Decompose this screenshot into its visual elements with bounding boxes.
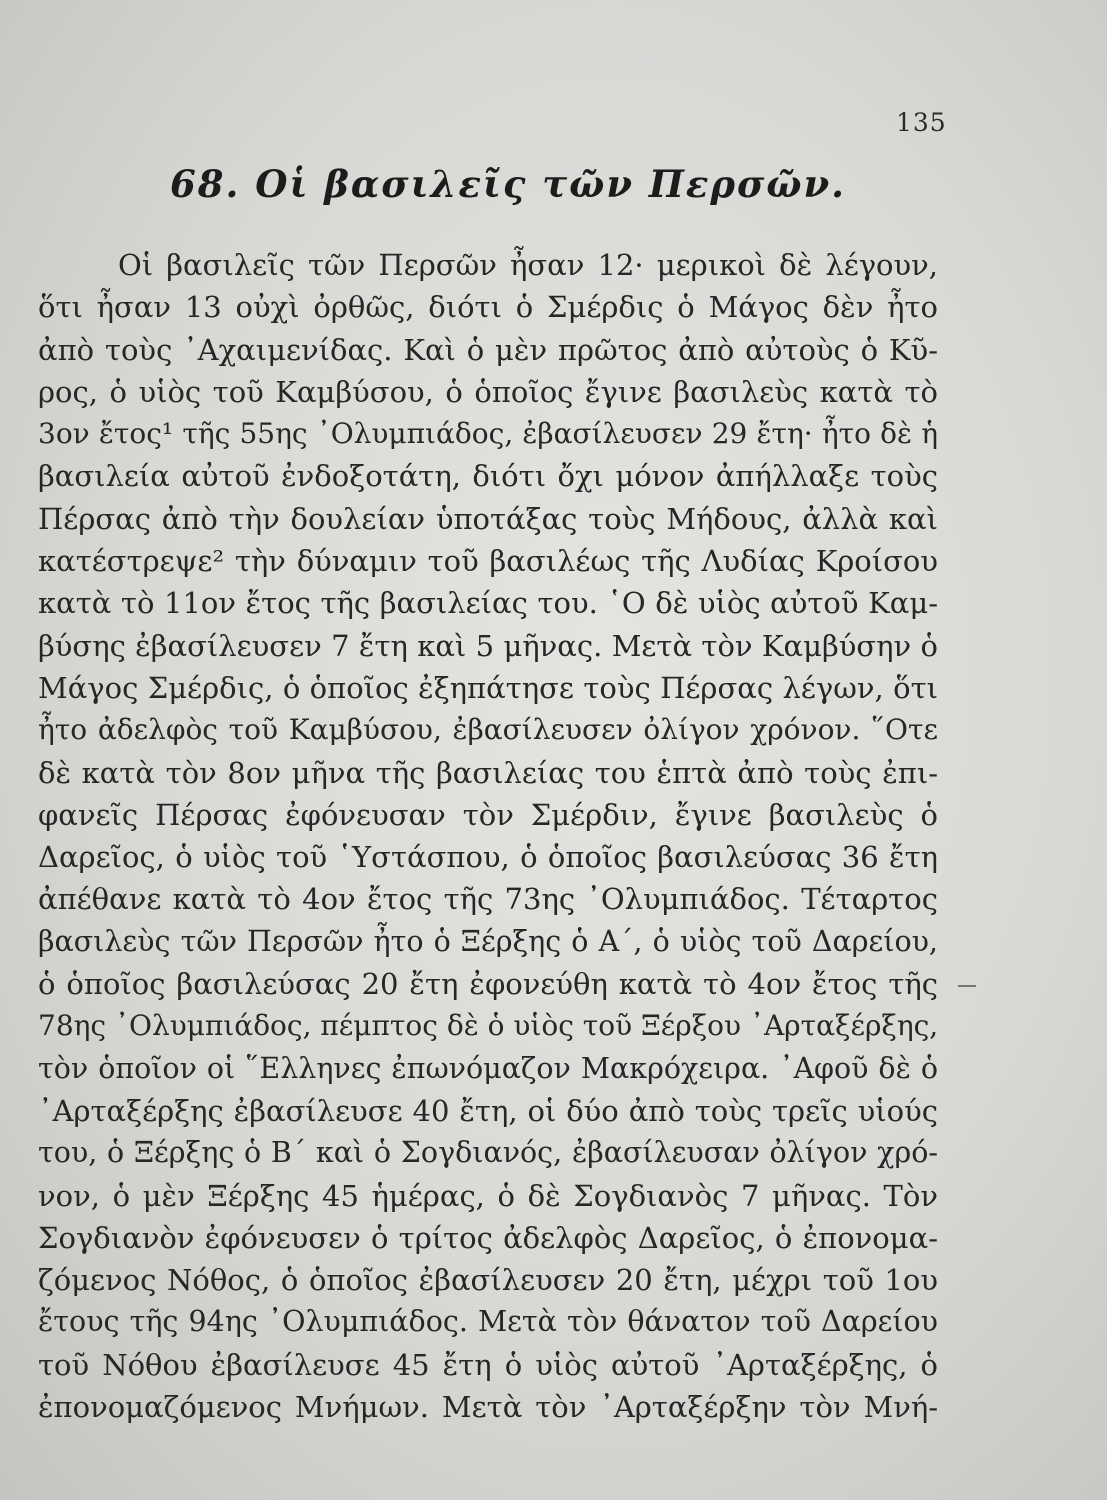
page-number: 135: [896, 108, 947, 137]
text-line: τοῦ Νόθου ἐβασίλευσε 45 ἔτη ὁ υἱὸς αὐτοῦ ᾿Αρταξέρξης, ὁ: [38, 1347, 938, 1382]
text-line: Σογδιανὸν ἐφόνευσεν ὁ τρίτος ἀδελφὸς Δαρεῖος, ὁ ἐπονομα-: [38, 1220, 938, 1255]
text-line: ὁ ὁποῖος βασιλεύσας 20 ἔτη ἐφονεύθη κατὰ τὸ 4ον ἔτος τῆς: [38, 967, 938, 1002]
text-line: ᾿Αρταξέρξης ἐβασίλευσε 40 ἔτη, οἱ δύο ἀπὸ τοὺς τρεῖς υἱούς: [38, 1093, 938, 1128]
text-line: ἔτους τῆς 94ης ᾿Ολυμπιάδος. Μετὰ τὸν θάνατον τοῦ Δαρείου: [38, 1305, 938, 1339]
text-line: ἀπέθανε κατὰ τὸ 4ον ἔτος τῆς 73ης ᾿Ολυμπιάδος. Τέταρτος: [38, 882, 938, 917]
text-line: Μάγος Σμέρδις, ὁ ὁποῖος ἐξηπάτησε τοὺς Πέρσας λέγων, ὅτι: [38, 670, 938, 705]
text-line: του, ὁ Ξέρξης ὁ Β΄ καὶ ὁ Σογδιανός, ἐβασίλευσαν ὀλίγον χρό-: [38, 1136, 938, 1170]
text-line: 78ης ᾿Ολυμπιάδος, πέμπτος δὲ ὁ υἱὸς τοῦ Ξέρξου ᾿Αρταξέρξης,: [38, 1009, 939, 1043]
text-line: ὅτι ἦσαν 13 οὐχὶ ὀρθῶς, διότι ὁ Σμέρδις ὁ Μάγος δὲν ἦτο: [38, 290, 938, 325]
text-line: 3ον ἔτος¹ τῆς 55ης ᾿Ολυμπιάδος, ἐβασίλευσεν 29 ἔτη· ἦτο δὲ ἡ: [38, 417, 938, 451]
text-line: τὸν ὁποῖον οἱ ῞Ελληνες ἐπωνόμαζον Μακρόχειρα. ᾿Αφοῦ δὲ ὁ: [38, 1051, 938, 1085]
text-line: ρος, ὁ υἱὸς τοῦ Καμβύσου, ὁ ὁποῖος ἔγινε βασιλεὺς κατὰ τὸ: [38, 374, 938, 409]
text-line: ἦτο ἀδελφὸς τοῦ Καμβύσου, ἐβασίλευσεν ὀλίγον χρόνον. ῞Οτε: [38, 713, 938, 747]
text-line: ἐπονομαζόμενος Μνήμων. Μετὰ τὸν ᾿Αρταξέρξην τὸν Μνή-: [38, 1390, 938, 1425]
section-heading: 68. Οἱ βασιλεῖς τῶν Περσῶν.: [170, 162, 847, 206]
text-line: κατὰ τὸ 11ον ἔτος τῆς βασιλείας του. ῾Ο δὲ υἱὸς αὐτοῦ Καμ-: [38, 586, 938, 621]
body-paragraph: [38, 244, 938, 1428]
text-line: νον, ὁ μὲν Ξέρξης 45 ἡμέρας, ὁ δὲ Σογδιανὸς 7 μῆνας. Τὸν: [38, 1178, 938, 1213]
text-line: βύσης ἐβασίλευσεν 7 ἔτη καὶ 5 μῆνας. Μετὰ τὸν Καμβύσην ὁ: [38, 628, 938, 663]
text-line: Πέρσας ἀπὸ τὴν δουλείαν ὑποτάξας τοὺς Μήδους, ἀλλὰ καὶ: [38, 501, 938, 536]
text-line: δὲ κατὰ τὸν 8ον μῆνα τῆς βασιλείας του ἑπτὰ ἀπὸ τοὺς ἐπι-: [38, 755, 938, 790]
text-line: βασιλεὺς τῶν Περσῶν ἦτο ὁ Ξέρξης ὁ Α΄, ὁ υἱὸς τοῦ Δαρείου,: [38, 924, 938, 958]
text-line: κατέστρεψε² τὴν δύναμιν τοῦ βασιλέως τῆς Λυδίας Κροίσου: [38, 544, 938, 579]
text-line: φανεῖς Πέρσας ἐφόνευσαν τὸν Σμέρδιν, ἔγινε βασιλεὺς ὁ: [38, 797, 938, 832]
text-line: βασιλεία αὐτοῦ ἐνδοξοτάτη, διότι ὄχι μόνον ἀπήλλαξε τοὺς: [38, 459, 938, 494]
text-line: Οἱ βασιλεῖς τῶν Περσῶν ἦσαν 12· μερικοὶ δὲ λέγουν,: [118, 248, 938, 282]
text-line: Δαρεῖος, ὁ υἱὸς τοῦ ῾Υστάσπου, ὁ ὁποῖος βασιλεύσας 36 ἔτη: [38, 840, 938, 875]
margin-mark: [958, 985, 976, 987]
text-line: ζόμενος Νόθος, ὁ ὁποῖος ἐβασίλευσεν 20 ἔτη, μέχρι τοῦ 1ου: [38, 1263, 938, 1298]
text-line: ἀπὸ τοὺς ᾿Αχαιμενίδας. Καὶ ὁ μὲν πρῶτος ἀπὸ αὐτοὺς ὁ Κῦ-: [38, 332, 938, 367]
